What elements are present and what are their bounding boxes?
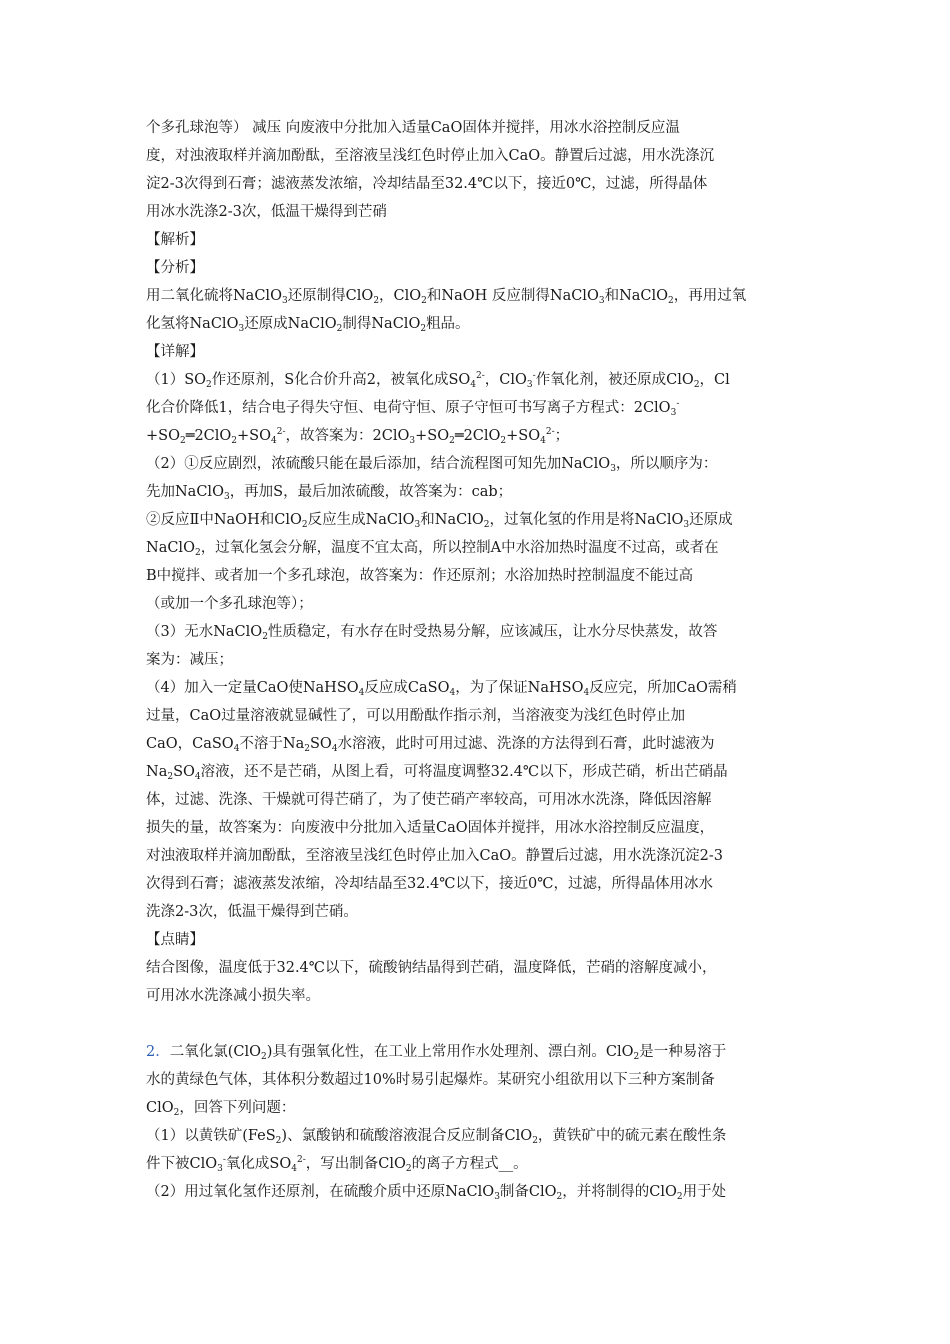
subscript: 2 [301,520,308,530]
subscript: 2 [275,1136,282,1146]
text-line [146,118,680,138]
text-line [146,1182,726,1202]
text-run: （3）无水NaClO [146,624,263,640]
text-run: 【解析】 [146,232,204,248]
text-line [146,342,204,362]
text-run: NaClO [146,540,195,556]
text-run: ； [554,428,570,444]
subscript: 2 [483,520,490,530]
text-run: （或加一个多孔球泡等）； [146,596,313,612]
text-line [146,566,693,586]
text-run: 用于处 [682,1184,727,1200]
text-run: 【详解】 [146,344,204,360]
text-run: 粗品。 [426,316,470,332]
text-line [146,510,733,530]
subscript: 4 [233,744,240,754]
text-run: +SO [415,428,450,444]
superscript: 2- [545,427,555,437]
subscript: 3 [610,464,616,474]
text-run: 还原成 [689,512,733,528]
text-run: ，回答下列问题： [179,1100,296,1116]
text-run: 次得到石膏；滤液蒸发浓缩，冷却结晶至32.4℃以下，接近0℃，过滤，所得晶体用冰水 [146,876,713,892]
text-run: 的离子方程式__。 [411,1156,528,1172]
text-run: ═2ClO [454,428,501,444]
text-run: 还原制得ClO [287,288,374,304]
text-run: 损失的量，故答案为：向废液中分批加入适量CaO固体并搅拌，用冰水浴控制反应温度， [146,820,715,836]
text-run: ②反应Ⅱ中NaOH和ClO [146,512,302,528]
subscript: 2 [420,324,427,334]
text-line [146,622,717,642]
text-run: （2）①反应剧烈，浓硫酸只能在最后添加，结合流程图可知先加NaClO [146,456,611,472]
subscript: 2 [262,632,268,642]
text-line [146,1126,726,1146]
subscript: 3 [494,1192,500,1202]
text-run: （2）用过氧化氢作还原剂，在硫酸介质中还原NaClO [146,1184,495,1200]
text-run: （1）以黄铁矿(FeS [146,1128,276,1144]
text-run: 淀2-3次得到石膏；滤液蒸发浓缩，冷却结晶至32.4℃以下，接近0℃，过滤，所得晶体 [146,176,708,192]
text-run: 对浊液取样并滴加酚酞，至溶液呈浅红色时停止加入CaO。静置后过滤，用水洗涤沉淀2-3 [146,848,723,864]
text-run: ，为了保证NaHSO [455,680,584,696]
text-run: 2． [146,1044,170,1060]
text-run: 件下被ClO [146,1156,218,1172]
text-run: 可用冰水洗涤减小损失率。 [146,988,320,1004]
text-run: +SO [506,428,541,444]
text-run: 用二氧化硫将NaClO [146,288,282,304]
subscript: 3 [223,492,230,502]
subscript: 2 [179,436,186,446]
subscript: 4 [540,436,546,446]
text-run: Na [146,764,168,780]
text-line [146,286,746,306]
text-line [146,594,313,614]
text-run: ，过氧化氢会分解，温度不宜太高，所以控制A中水浴加热时温度不过高，或者在 [200,540,719,556]
subscript: 4 [449,688,456,698]
text-run: （1）SO [146,372,207,388]
text-run: 水溶液，此时可用过滤、洗涤的方法得到石膏，此时滤液为 [337,736,715,752]
subscript: 3 [217,1164,223,1174]
superscript: 2- [476,371,485,381]
text-line [146,790,712,810]
text-run: 和NaClO [604,288,669,304]
text-line [146,650,233,670]
text-line [146,538,719,558]
text-line [146,314,470,334]
subscript: 2 [421,296,427,306]
text-line [146,426,569,446]
subscript: 2 [194,548,201,558]
text-run: ，并将制得的ClO [562,1184,677,1200]
text-line [146,398,679,418]
text-run: 化氢将NaClO [146,316,239,332]
subscript: 2 [500,436,507,446]
superscript: - [532,371,536,381]
text-run: 个多孔球泡等） 减压 向废液中分批加入适量CaO固体并搅拌，用冰水浴控制反应温 [146,120,680,136]
text-run: 结合图像，温度低于32.4℃以下，硫酸钠结晶得到芒硝，温度降低，芒硝的溶解度减小， [146,960,717,976]
subscript: 3 [683,520,690,530]
subscript: 2 [405,1164,412,1174]
text-run: 度，对浊液取样并滴加酚酞，至溶液呈浅红色时停止加入CaO。静置后过滤，用水洗涤沉 [146,148,715,164]
text-run: 用冰水洗涤2-3次，低温干燥得到芒硝 [146,204,387,220]
text-run: 氧化成SO [225,1156,292,1172]
subscript: 2 [173,1108,180,1118]
text-run: 化合价降低1，结合电子得失守恒、电荷守恒、原子守恒可书写离子方程式：2ClO [146,400,671,416]
text-run: 反应生成NaClO [307,512,415,528]
text-run: 是一种易溶于 [639,1044,727,1060]
text-line [146,146,714,166]
text-line [146,902,358,922]
text-run: 水的黄绿色气体，其体积分数超过10%时易引起爆炸。某研究小组欲用以下三种方案制备 [146,1072,715,1088]
text-line [146,818,714,838]
text-line [146,174,707,194]
text-run: 性质稳定，有水存在时受热易分解，应该减压，让水分尽快蒸发，故答 [267,624,718,640]
subscript: 3 [281,296,288,306]
subscript: 3 [670,408,677,418]
subscript: 3 [409,436,416,446]
subscript: 4 [470,380,476,390]
text-run: ，再加S，最后加浓硫酸，故答案为：cab； [229,484,513,500]
text-run: 反应成CaSO [364,680,450,696]
subscript: 3 [598,296,605,306]
text-run: 【点睛】 [146,932,204,948]
subscript: 2 [167,772,174,782]
text-run: ═2ClO [185,428,232,444]
text-run: 还原成NaClO [244,316,337,332]
subscript: 4 [194,772,201,782]
text-run: ，过氧化氢的作用是将NaClO [489,512,684,528]
text-run: 作氧化剂，被还原成ClO [535,372,694,388]
text-line [146,734,715,754]
subscript: 2 [336,324,343,334]
text-line [146,958,717,978]
text-line [146,1070,715,1090]
text-line [146,874,713,894]
text-run: ，ClO [379,288,422,304]
subscript: 3 [526,380,533,390]
text-run: （4）加入一定量CaO使NaHSO [146,680,359,696]
text-run: 和NaOH 反应制得NaClO [426,288,599,304]
subscript: 2 [633,1052,640,1062]
text-run: 不溶于Na [239,736,305,752]
text-run: 制得NaClO [342,316,421,332]
subscript: 2 [449,436,455,446]
text-run: 溶液，还不是芒硝，从图上看，可将温度调整32.4℃以下，形成芒硝，析出芒硝晶 [200,764,728,780]
text-run: 和NaClO [420,512,484,528]
superscript: 2- [296,1155,306,1165]
text-run: ，ClO [484,372,527,388]
text-line [146,846,723,866]
text-line [146,230,204,250]
text-run: SO [310,736,332,752]
superscript: 2- [276,427,286,437]
subscript: 4 [358,688,365,698]
text-line [146,1154,528,1174]
subscript: 4 [583,688,590,698]
text-run: SO [173,764,195,780]
text-run: )具有强氧化性，在工业上常用作水处理剂、漂白剂。ClO [266,1044,634,1060]
subscript: 2 [693,380,700,390]
subscript: 2 [556,1192,563,1202]
text-line [146,202,387,222]
text-line [146,1098,295,1118]
subscript: 2 [676,1192,683,1202]
text-run: 过量，CaO过量溶液就显碱性了，可以用酚酞作指示剂，当溶液变为浅红色时停止加 [146,708,686,724]
text-run: 制备ClO [499,1184,557,1200]
text-run: ，Cl [699,372,730,388]
subscript: 4 [291,1164,297,1174]
text-run: B中搅拌、或者加一个多孔球泡，故答案为：作还原剂；水浴加热时控制温度不能过高 [146,568,694,584]
text-line [146,762,728,782]
text-run: 二氧化氯(ClO [169,1044,262,1060]
text-run: 案为：减压； [146,652,233,668]
text-run: 反应完，所加CaO需稍 [589,680,737,696]
text-run: ，再用过氧 [673,288,747,304]
subscript: 2 [231,436,238,446]
text-line [146,1042,726,1062]
text-run: ClO [146,1100,174,1116]
text-line [146,370,730,390]
subscript: 2 [373,296,380,306]
text-line [146,986,320,1006]
superscript: - [676,399,680,409]
text-line [146,454,717,474]
text-run: ，所以顺序为： [615,456,718,472]
text-run: CaO，CaSO [146,736,234,752]
text-run: )、氯酸钠和硫酸溶液混合反应制备ClO [281,1128,533,1144]
text-run: 洗涤2-3次，低温干燥得到芒硝。 [146,904,358,920]
subscript: 2 [668,296,674,306]
subscript: 2 [206,380,212,390]
text-run: ，故答案为：2ClO [285,428,410,444]
subscript: 3 [238,324,245,334]
text-line [146,482,512,502]
superscript: - [222,1155,226,1165]
text-run: +SO [146,428,180,444]
text-run: ，黄铁矿中的硫元素在酸性条 [537,1128,727,1144]
text-run: +SO [237,428,272,444]
text-line [146,706,685,726]
subscript: 2 [261,1052,267,1062]
text-run: ，写出制备ClO [305,1156,406,1172]
subscript: 2 [532,1136,538,1146]
text-run: 作还原剂，S化合价升高2，被氧化成SO [211,372,471,388]
text-run: 【分析】 [146,260,204,276]
subscript: 3 [414,520,421,530]
subscript: 2 [304,744,310,754]
subscript: 4 [331,744,338,754]
subscript: 4 [271,436,277,446]
text-line [146,258,204,278]
text-run: 先加NaClO [146,484,224,500]
text-run: 体，过滤、洗涤、干燥就可得芒硝了，为了使芒硝产率较高，可用冰水洗涤，降低因溶解 [146,792,712,808]
text-line [146,930,204,950]
text-line [146,678,737,698]
